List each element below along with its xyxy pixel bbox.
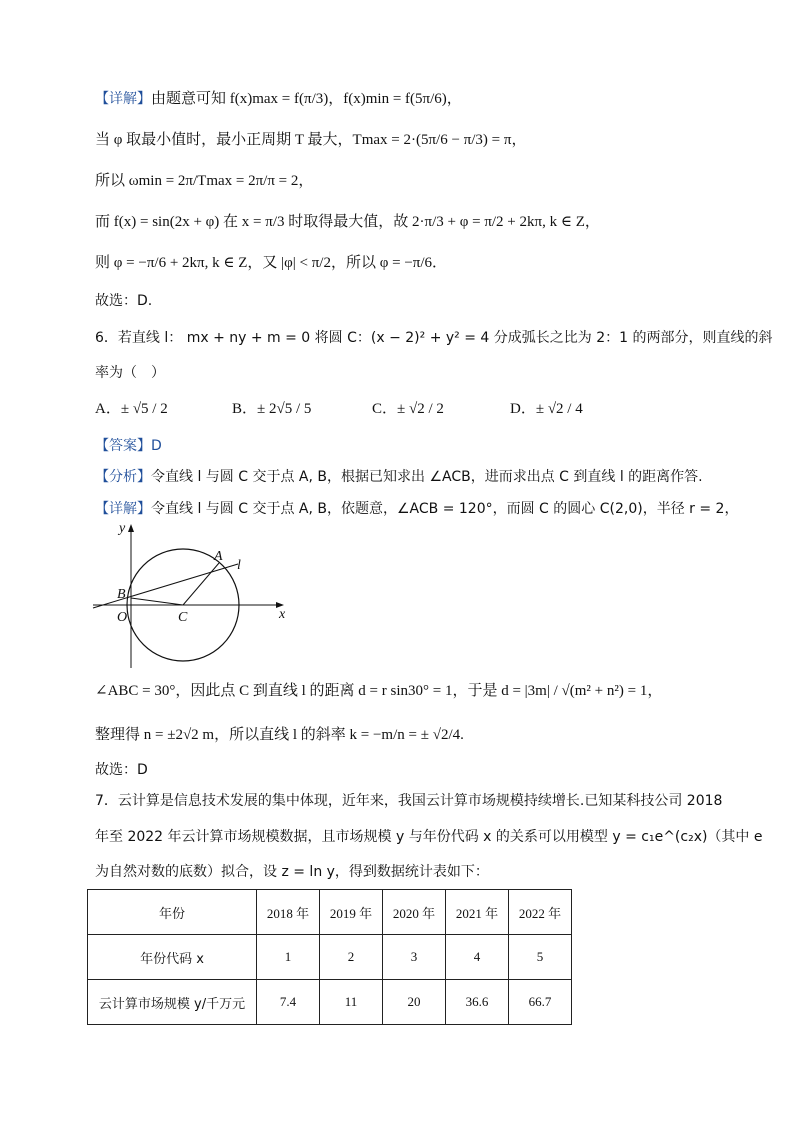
table-cell: 2022 年 bbox=[509, 890, 572, 935]
question-7-line-3: 为自然对数的底数）拟合，设 z = ln y，得到数据统计表如下： bbox=[95, 864, 489, 880]
table-row bbox=[88, 980, 572, 1025]
line-detail-1 bbox=[95, 88, 462, 110]
y-axis-arrow bbox=[128, 524, 134, 532]
organize-line: 整理得 n = ±2√2 m，所以直线 l 的斜率 k = −m/n = ± √2/4. bbox=[95, 727, 464, 743]
table-cell: 年份 bbox=[88, 890, 257, 935]
data-table bbox=[87, 889, 572, 1025]
table-row bbox=[88, 890, 572, 935]
table-cell: 2 bbox=[320, 935, 383, 980]
line-detail-3: 所以 ωmin = 2π/Tmax = 2π/π = 2， bbox=[95, 173, 314, 189]
question-7-line-2: 年至 2022 年云计算市场规模数据，且市场规模 y 与年份代码 x 的关系可以用模型 y = c₁e^(c₂x)（其中 e bbox=[95, 829, 763, 845]
label-a: A bbox=[214, 549, 223, 564]
table-cell: 5 bbox=[509, 935, 572, 980]
label-y: y bbox=[119, 521, 126, 536]
table-cell: 7.4 bbox=[257, 980, 320, 1025]
after-figure-line: ∠ABC = 30°，因此点 C 到直线 l 的距离 d = r sin30° = 1，于是 d = |3m| / √(m² + n²) = 1， bbox=[95, 683, 663, 699]
option-a: A．± √5 / 2 bbox=[95, 401, 168, 417]
label-x: x bbox=[279, 607, 286, 622]
segment-cb bbox=[131, 598, 183, 605]
label-l: l bbox=[237, 558, 241, 573]
question-6-line-2: 率为（ ） bbox=[95, 365, 165, 381]
analysis-line bbox=[95, 466, 703, 488]
question-6-line-1: 6．若直线 l： mx + ny + m = 0 将圆 C：(x − 2)² + y² = 4 分成弧长之比为 2：1 的两部分，则直线的斜 bbox=[95, 330, 773, 346]
table-cell: 2018 年 bbox=[257, 890, 320, 935]
detail-text-1: 由题意可知 f(x)max = f(π/3)，f(x)min = f(5π/6)， bbox=[151, 91, 462, 107]
table-row bbox=[88, 935, 572, 980]
label-o: O bbox=[117, 610, 128, 625]
geometry-figure bbox=[88, 518, 293, 670]
table-cell: 4 bbox=[446, 935, 509, 980]
answer-line: 【答案】D bbox=[95, 438, 162, 454]
option-d: D．± √2 / 4 bbox=[510, 401, 583, 417]
line-l bbox=[93, 564, 238, 608]
choose-line: 故选：D bbox=[95, 762, 148, 778]
table-cell: 20 bbox=[383, 980, 446, 1025]
table-cell: 年份代码 x bbox=[88, 935, 257, 980]
line-detail-2: 当 φ 取最小值时，最小正周期 T 最大，Tmax = 2·(5π/6 − π/3) = π， bbox=[95, 132, 527, 148]
segment-ca bbox=[183, 563, 219, 605]
detail-tag: 【详解】 bbox=[95, 91, 151, 107]
line-detail-4: 而 f(x) = sin(2x + φ) 在 x = π/3 时取得最大值，故 2·π/3 + φ = π/2 + 2kπ, k ∈ Z， bbox=[95, 214, 600, 230]
table-cell: 3 bbox=[383, 935, 446, 980]
label-c: C bbox=[178, 610, 188, 625]
table-cell: 2020 年 bbox=[383, 890, 446, 935]
detail-text-2: 令直线 l 与圆 C 交于点 A, B，依题意，∠ACB = 120°，而圆 C 的圆心 C(2,0)，半径 r = 2， bbox=[151, 501, 739, 517]
table-cell: 36.6 bbox=[446, 980, 509, 1025]
option-c: C．± √2 / 2 bbox=[372, 401, 444, 417]
analysis-tag: 【分析】 bbox=[95, 469, 151, 485]
line-choose-1: 故选：D. bbox=[95, 293, 153, 309]
table-cell: 1 bbox=[257, 935, 320, 980]
table-cell: 2021 年 bbox=[446, 890, 509, 935]
analysis-text: 令直线 l 与圆 C 交于点 A, B，根据已知求出 ∠ACB，进而求出点 C 到直线 l 的距离作答. bbox=[151, 469, 703, 485]
label-b: B bbox=[117, 587, 126, 602]
question-7-line-1: 7．云计算是信息技术发展的集中体现，近年来，我国云计算市场规模持续增长.已知某科技公司 2018 bbox=[95, 793, 723, 809]
table-cell: 11 bbox=[320, 980, 383, 1025]
table-cell: 2019 年 bbox=[320, 890, 383, 935]
table-cell: 66.7 bbox=[509, 980, 572, 1025]
detail-tag-2: 【详解】 bbox=[95, 501, 151, 517]
line-detail-5: 则 φ = −π/6 + 2kπ, k ∈ Z，又 |φ| < π/2，所以 φ = −π/6． bbox=[95, 255, 448, 271]
detail-line bbox=[95, 498, 738, 520]
option-b: B．± 2√5 / 5 bbox=[232, 401, 312, 417]
table-cell: 云计算市场规模 y/千万元 bbox=[88, 980, 257, 1025]
